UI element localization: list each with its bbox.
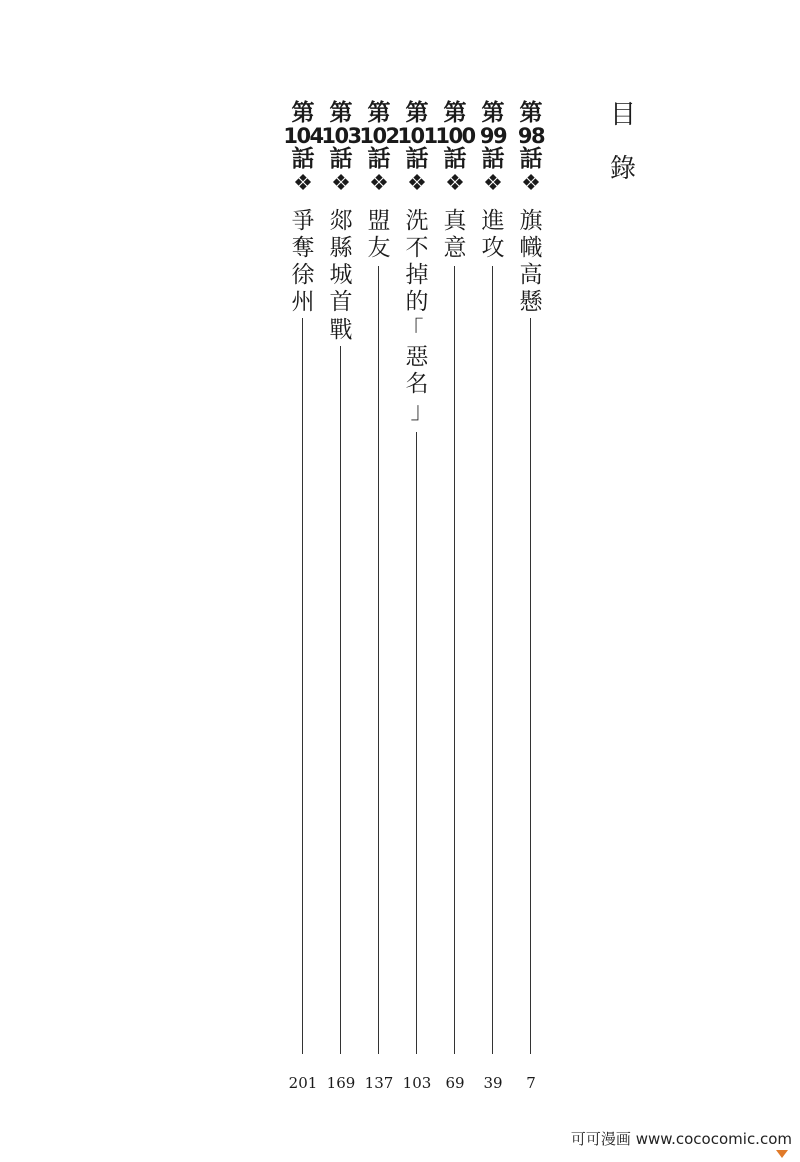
chapter-suffix: 話 — [519, 146, 543, 172]
diamond-bullet-icon: ❖ — [331, 171, 351, 196]
chapter-title — [398, 208, 436, 425]
page-number: 103 — [402, 1074, 432, 1092]
title-char: 攻 — [481, 235, 505, 262]
leader-line — [302, 318, 303, 1054]
title-char: 惡 — [405, 343, 429, 370]
title-char: 真 — [443, 208, 467, 234]
chapter-suffix: 話 — [329, 146, 353, 172]
chapter-title — [512, 208, 550, 317]
chapter-suffix: 話 — [481, 146, 505, 172]
chapter-prefix: 第 — [405, 100, 429, 126]
title-char: 首 — [329, 289, 353, 316]
diamond-bullet-icon: ❖ — [293, 171, 313, 196]
chapter-label — [398, 102, 436, 195]
title-char: 友 — [367, 235, 391, 262]
title-char: 戰 — [329, 316, 353, 343]
title-char: 爭 — [291, 208, 315, 234]
leader-line — [492, 266, 493, 1054]
title-char: 」 — [410, 397, 434, 424]
title-char: 進 — [481, 208, 505, 234]
chapter-entry-101[interactable] — [398, 102, 436, 1092]
chapter-prefix: 第 — [443, 100, 467, 126]
title-char: 意 — [443, 235, 467, 262]
chapter-number: 104 — [283, 124, 323, 148]
chapter-suffix: 話 — [291, 146, 315, 172]
leader-line — [378, 266, 379, 1054]
title-char: 不 — [405, 235, 429, 262]
chapter-number: 101 — [397, 124, 437, 148]
chapter-entry-104[interactable] — [284, 102, 322, 1092]
chapter-prefix: 第 — [329, 100, 353, 126]
title-char: 徐 — [291, 262, 315, 289]
chapter-prefix: 第 — [367, 100, 391, 126]
chapter-suffix: 話 — [367, 146, 391, 172]
title-char: 的 — [405, 289, 429, 316]
title-char: 懸 — [519, 289, 543, 316]
page-number: 39 — [483, 1074, 503, 1092]
chapter-suffix: 話 — [443, 146, 467, 172]
chapter-title — [360, 208, 398, 262]
chapter-title — [322, 208, 360, 344]
chapter-number: 98 — [517, 124, 545, 148]
chapter-label — [360, 102, 398, 195]
chapter-entry-99[interactable] — [474, 102, 512, 1092]
toc-heading-char: 目 — [609, 100, 636, 130]
chapter-title — [474, 208, 512, 262]
title-char: 城 — [329, 262, 353, 289]
title-char: 州 — [291, 289, 315, 316]
title-char: 名 — [405, 370, 429, 397]
title-char: 幟 — [519, 235, 543, 262]
diamond-bullet-icon: ❖ — [521, 171, 541, 196]
chapter-prefix: 第 — [481, 100, 505, 126]
diamond-bullet-icon: ❖ — [483, 171, 503, 196]
chapter-title — [436, 208, 474, 262]
title-char: 洗 — [405, 208, 429, 234]
chapter-label — [512, 102, 550, 195]
diamond-bullet-icon: ❖ — [445, 171, 465, 196]
chapter-entry-103[interactable] — [322, 102, 360, 1092]
chapter-suffix: 話 — [405, 146, 429, 172]
leader-line — [530, 318, 531, 1054]
chapter-number: 103 — [321, 124, 361, 148]
page-number: 201 — [288, 1074, 318, 1092]
leader-line — [454, 266, 455, 1054]
chapter-number: 99 — [479, 124, 507, 148]
chapter-label — [474, 102, 512, 195]
page-number: 69 — [445, 1074, 465, 1092]
chapter-entry-102[interactable] — [360, 102, 398, 1092]
diamond-bullet-icon: ❖ — [369, 171, 389, 196]
toc-heading — [605, 102, 641, 182]
chapter-entry-100[interactable] — [436, 102, 474, 1092]
leader-line — [340, 346, 341, 1054]
chapter-number: 102 — [359, 124, 399, 148]
title-char: 盟 — [367, 208, 391, 234]
chapter-label — [322, 102, 360, 195]
chapter-title — [284, 208, 322, 317]
title-char: 高 — [519, 262, 543, 289]
title-char: 奪 — [291, 235, 315, 262]
site-watermark: 可可漫画 www.cococomic.com — [570, 1130, 792, 1148]
title-char: 「 — [400, 316, 424, 343]
page-number: 7 — [526, 1074, 536, 1092]
title-char: 旗 — [519, 208, 543, 234]
diamond-bullet-icon: ❖ — [407, 171, 427, 196]
title-char: 縣 — [329, 235, 353, 262]
chapter-entry-98[interactable] — [512, 102, 550, 1092]
chapter-label — [284, 102, 322, 195]
title-char: 掉 — [405, 262, 429, 289]
chapter-prefix: 第 — [291, 100, 315, 126]
chapter-prefix: 第 — [519, 100, 543, 126]
chapter-number: 100 — [435, 124, 475, 148]
chapter-label — [436, 102, 474, 195]
page-number: 137 — [364, 1074, 394, 1092]
corner-arrow-icon — [776, 1150, 788, 1158]
title-char: 郯 — [329, 208, 353, 234]
toc-heading-char: 錄 — [609, 154, 636, 184]
page-number: 169 — [326, 1074, 356, 1092]
leader-line — [416, 432, 417, 1054]
